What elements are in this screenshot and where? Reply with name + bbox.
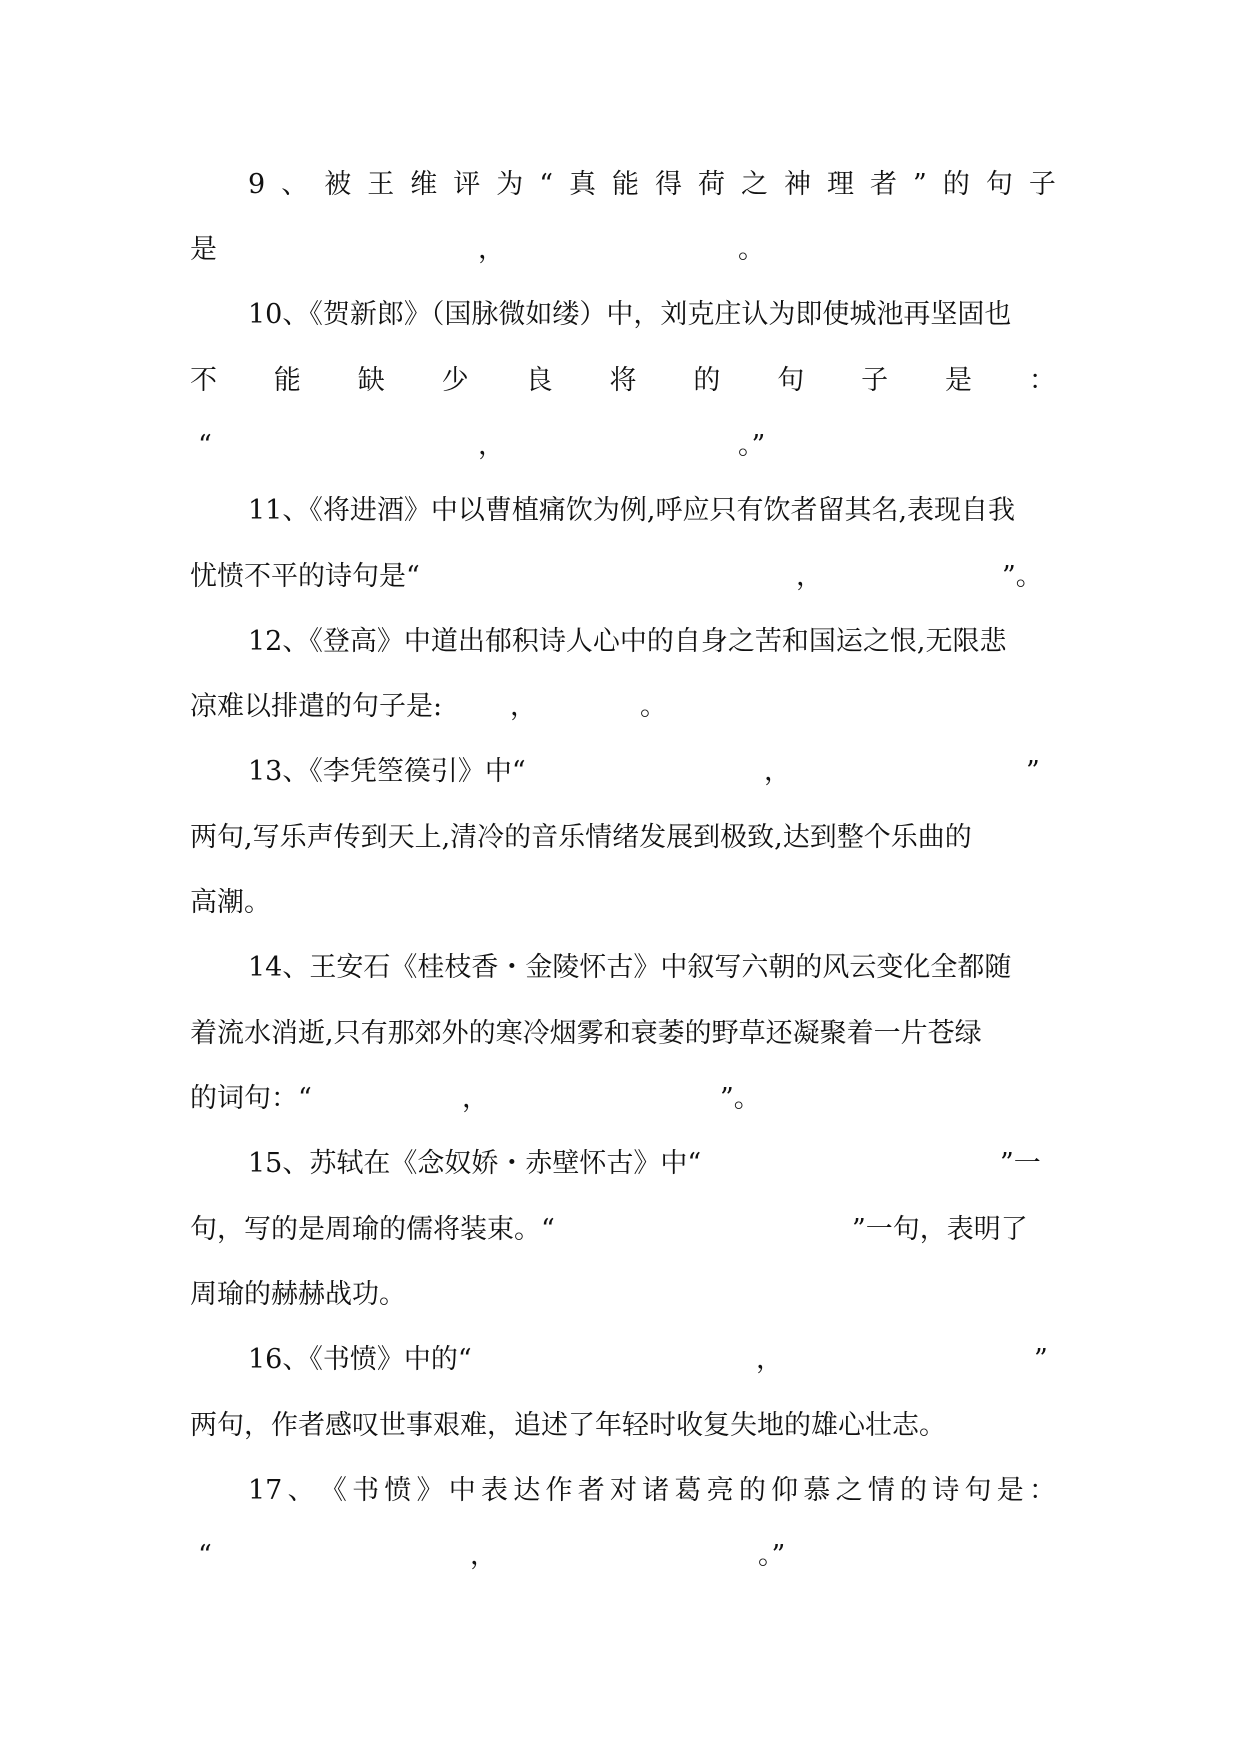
q9-char: 王 bbox=[367, 169, 395, 200]
q15-close: ”一 bbox=[1000, 1148, 1041, 1179]
q17-char: 的 bbox=[738, 1475, 766, 1506]
q9-char: 之 bbox=[741, 169, 768, 200]
q11-close: ”。 bbox=[1002, 561, 1043, 592]
q17-char: 达 bbox=[513, 1475, 541, 1506]
q17-char: 是 bbox=[996, 1475, 1024, 1506]
q17-char: 句 bbox=[964, 1475, 992, 1506]
q17-char: 葛 bbox=[674, 1475, 702, 1506]
q9-char: 维 bbox=[410, 169, 438, 200]
q14-line-1 bbox=[248, 948, 1056, 988]
q14-comma: ， bbox=[462, 1083, 489, 1114]
q9-line-1 bbox=[248, 165, 1056, 205]
q17-char: 的 bbox=[900, 1475, 928, 1506]
q9-char: 真 bbox=[569, 169, 596, 200]
q10-char: 少 bbox=[441, 365, 469, 396]
q17-line-2 bbox=[190, 1536, 1056, 1576]
q10-line-1 bbox=[248, 295, 1056, 335]
q17-char: 情 bbox=[867, 1475, 895, 1506]
q13-comma: ， bbox=[764, 756, 791, 787]
q9-char: 评 bbox=[453, 169, 481, 200]
q16-comma: ， bbox=[756, 1344, 783, 1375]
q17-comma: ， bbox=[470, 1540, 497, 1571]
q10-char: 良 bbox=[525, 365, 553, 396]
q14-line-2 bbox=[190, 1014, 1056, 1054]
q17-char: 表 bbox=[481, 1475, 508, 1506]
q17-close: 。” bbox=[758, 1540, 786, 1571]
q9-answer-period: 。 bbox=[738, 234, 765, 265]
q9-char: 、 bbox=[281, 169, 309, 200]
q16-start: 16、《书愤》中的“ bbox=[248, 1344, 472, 1375]
q17-line-1 bbox=[248, 1471, 1056, 1511]
q11-line-1 bbox=[248, 491, 1056, 531]
q9-char: “ bbox=[539, 169, 553, 200]
q17-char: 书 bbox=[352, 1475, 380, 1506]
q12-comma: ， bbox=[510, 691, 537, 722]
q9-char: 者 bbox=[870, 169, 897, 200]
q9-char: 得 bbox=[655, 169, 682, 200]
q17-char: 、 bbox=[287, 1475, 315, 1506]
q10-char: 句 bbox=[777, 365, 805, 396]
q10-line-2 bbox=[190, 361, 1056, 401]
q17-char: 《 bbox=[319, 1475, 347, 1506]
q9-char: 理 bbox=[827, 169, 854, 200]
q11-line-2 bbox=[190, 557, 1056, 597]
q17-char: 》 bbox=[416, 1475, 444, 1506]
q17-open-quote: “ bbox=[198, 1540, 212, 1571]
q15-start: 15、苏轼在《念奴娇・赤壁怀古》中“ bbox=[248, 1148, 702, 1179]
q9-char: 为 bbox=[496, 169, 524, 200]
q10-close: 。” bbox=[738, 430, 766, 461]
q15-line-1 bbox=[248, 1144, 1056, 1184]
q10-char: 将 bbox=[609, 365, 637, 396]
q14-text: 14、王安石《桂枝香・金陵怀古》中叙写六朝的风云变化全都随 bbox=[248, 952, 1012, 983]
q16-close: ” bbox=[1034, 1344, 1048, 1375]
q17-char: 中 bbox=[448, 1475, 476, 1506]
q10-char: 能 bbox=[273, 365, 301, 396]
q9-char: 能 bbox=[612, 169, 639, 200]
q9-char: 子 bbox=[1028, 169, 1056, 200]
q12-text: 12、《登高》中道出郁积诗人心中的自身之苦和国运之恨,无限悲 bbox=[248, 626, 1007, 657]
q13-text-end: 高潮。 bbox=[190, 887, 271, 918]
q17-char: 亮 bbox=[706, 1475, 734, 1506]
q9-answer-start: 是 bbox=[190, 234, 217, 265]
q17-char: 之 bbox=[835, 1475, 863, 1506]
q11-answer-start: 忧愤不平的诗句是“ bbox=[190, 561, 420, 592]
q9-char: 9 bbox=[248, 169, 266, 200]
q17-char: ： bbox=[1028, 1475, 1056, 1506]
q12-period: 。 bbox=[640, 691, 667, 722]
q10-char: ： bbox=[1028, 365, 1056, 396]
q10-char: 子 bbox=[861, 365, 889, 396]
q13-text: 两句,写乐声传到天上,清冷的音乐情绪发展到极致,达到整个乐曲的 bbox=[190, 822, 972, 853]
q17-char: 者 bbox=[577, 1475, 605, 1506]
q13-line-3 bbox=[190, 883, 1056, 923]
q16-text: 两句，作者感叹世事艰难，追述了年轻时收复失地的雄心壮志。 bbox=[190, 1410, 946, 1441]
q10-text: 10、《贺新郎》（国脉微如缕）中，刘克庄认为即使城池再坚固也 bbox=[248, 299, 1012, 330]
q14-line-3 bbox=[190, 1079, 1056, 1119]
q15-line-2 bbox=[190, 1210, 1056, 1250]
q12-answer-start: 凉难以排遣的句子是: bbox=[190, 691, 443, 722]
q15-answer-start: 句，写的是周瑜的儒将装束。“ bbox=[190, 1214, 555, 1245]
q9-char: 神 bbox=[784, 169, 811, 200]
q15-line-3 bbox=[190, 1275, 1056, 1315]
q9-char: 荷 bbox=[698, 169, 725, 200]
q16-line-2 bbox=[190, 1406, 1056, 1446]
q16-line-1 bbox=[248, 1340, 1056, 1380]
q14-answer-start: 的词句：“ bbox=[190, 1083, 312, 1114]
q10-open-quote: “ bbox=[198, 430, 212, 461]
q13-line-1 bbox=[248, 752, 1056, 792]
q11-text: 11、《将进酒》中以曹植痛饮为例,呼应只有饮者留其名,表现自我 bbox=[248, 495, 1016, 526]
q14-text-2: 着流水消逝,只有那郊外的寒冷烟雾和衰萎的野草还凝聚着一片苍绿 bbox=[190, 1018, 982, 1049]
q10-line-3 bbox=[190, 426, 1056, 466]
q11-comma: ， bbox=[796, 561, 823, 592]
q12-line-1 bbox=[248, 622, 1056, 662]
q9-answer-comma: ， bbox=[478, 234, 505, 265]
q10-char: 不 bbox=[190, 365, 217, 396]
q13-start: 13、《李凭箜篌引》中“ bbox=[248, 756, 526, 787]
q17-char: 对 bbox=[609, 1475, 637, 1506]
q15-answer-close: ”一句，表明了 bbox=[852, 1214, 1028, 1245]
q17-char: 慕 bbox=[803, 1475, 831, 1506]
q10-comma: ， bbox=[478, 430, 505, 461]
q9-line-2 bbox=[190, 230, 1056, 270]
q15-text-end: 周瑜的赫赫战功。 bbox=[190, 1279, 406, 1310]
q9-char: 句 bbox=[985, 169, 1013, 200]
q17-char: 愤 bbox=[384, 1475, 412, 1506]
q17-char: 诗 bbox=[932, 1475, 960, 1506]
q17-char: 仰 bbox=[771, 1475, 799, 1506]
q10-char: 的 bbox=[693, 365, 721, 396]
q12-line-2 bbox=[190, 687, 1056, 727]
q13-close: ” bbox=[1026, 756, 1040, 787]
q9-char: 被 bbox=[324, 169, 352, 200]
q17-char: 17 bbox=[248, 1475, 283, 1506]
q17-char: 作 bbox=[545, 1475, 573, 1506]
q17-char: 诸 bbox=[642, 1475, 670, 1506]
q14-close: ”。 bbox=[720, 1083, 761, 1114]
q13-line-2 bbox=[190, 818, 1056, 858]
q10-char: 是 bbox=[945, 365, 973, 396]
q9-char: ” bbox=[913, 169, 927, 200]
q9-char: 的 bbox=[942, 169, 970, 200]
q10-char: 缺 bbox=[357, 365, 385, 396]
